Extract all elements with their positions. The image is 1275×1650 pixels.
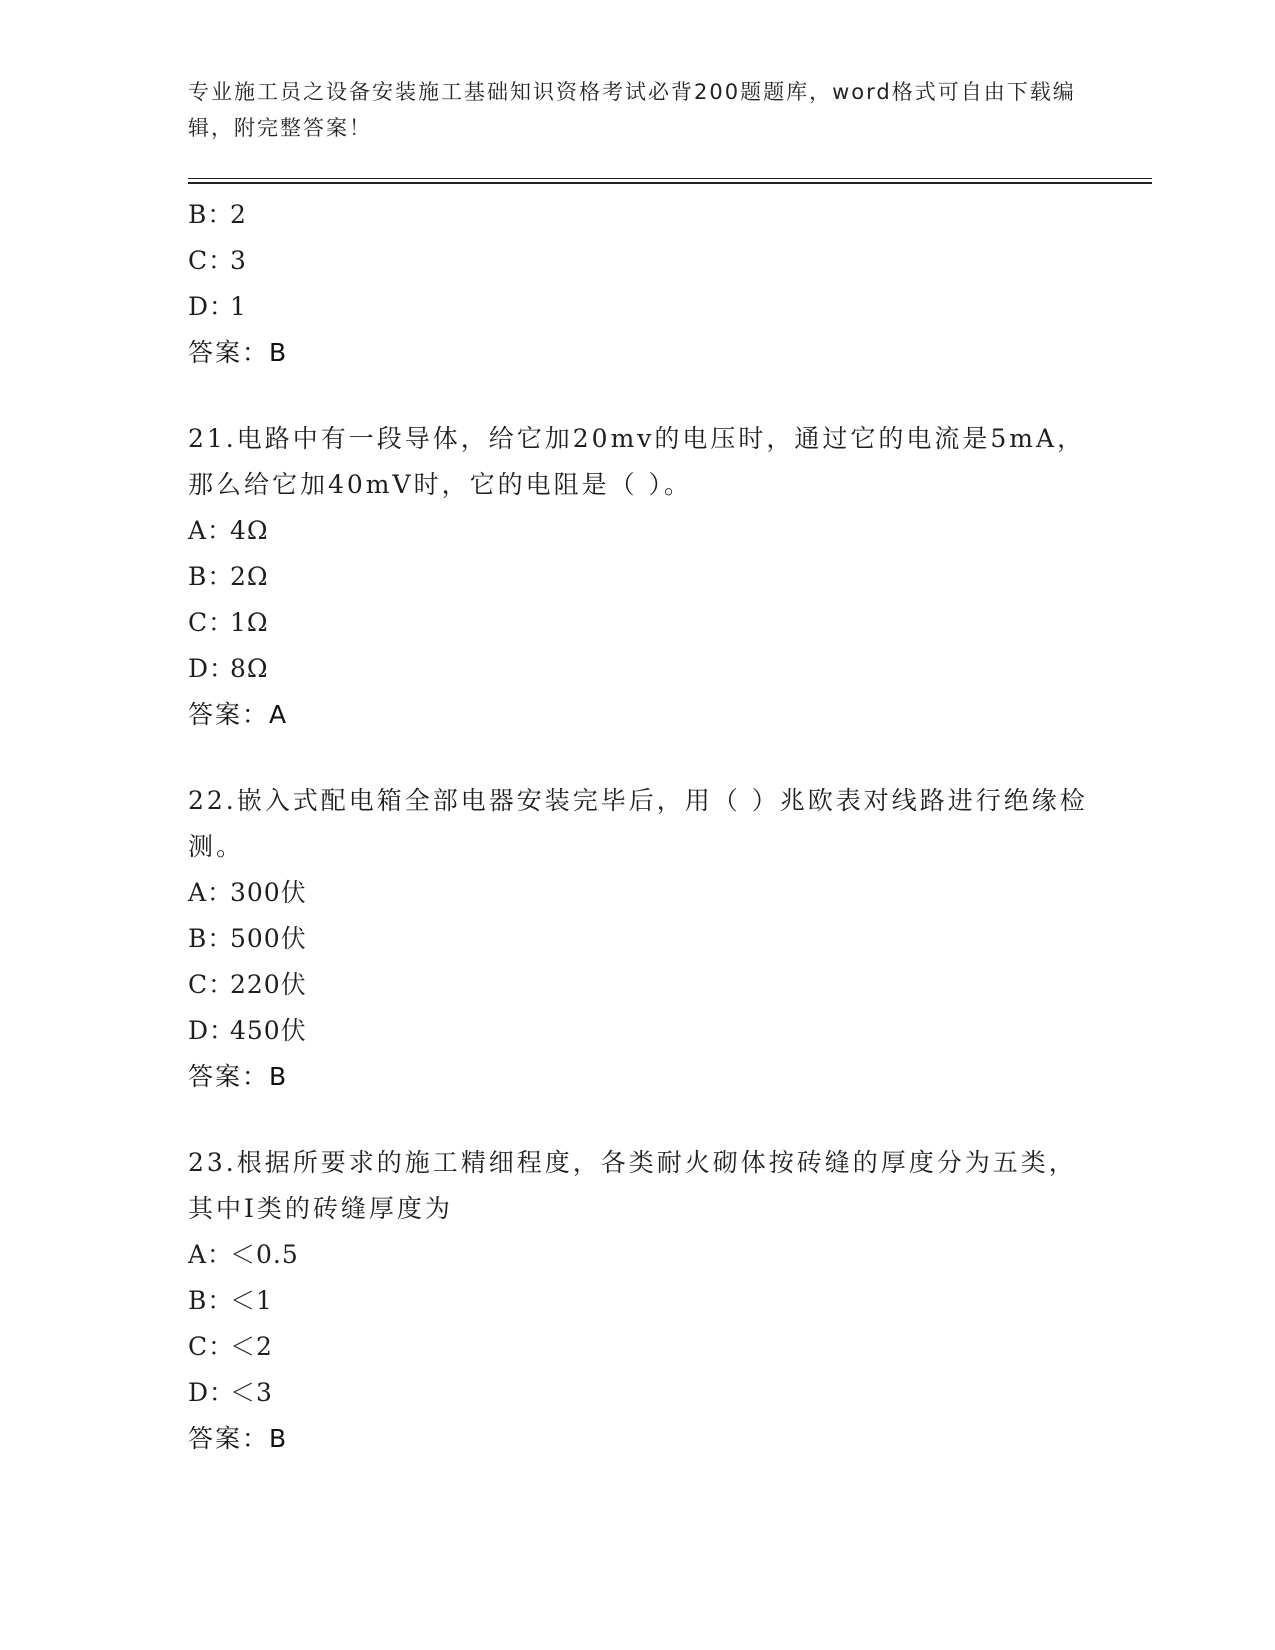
option-item — [188, 600, 1088, 646]
option-value: 1 — [230, 292, 247, 321]
option-label: B： — [188, 924, 234, 953]
header-divider-thin — [188, 178, 1152, 179]
option-item — [188, 1324, 1088, 1370]
option-item — [188, 916, 1088, 962]
option-value: 4Ω — [230, 516, 269, 545]
option-value: ＜2 — [230, 1332, 273, 1361]
option-value: ＜0.5 — [230, 1240, 299, 1269]
question-block — [188, 778, 1088, 1100]
option-label: C： — [188, 246, 235, 275]
option-value: 220伏 — [230, 970, 307, 999]
question-text: 21.电路中有一段导体，给它加20mv的电压时，通过它的电流是5mA，那么给它加40mV时，它的电阻是（ ）。 — [188, 424, 1086, 499]
option-value: 3 — [230, 246, 247, 275]
option-item — [188, 870, 1088, 916]
option-label: D： — [188, 292, 236, 321]
carryover-block — [188, 192, 1088, 376]
option-value: 450伏 — [230, 1016, 307, 1045]
question-list — [188, 192, 1088, 1462]
option-item — [188, 646, 1088, 692]
option-item — [188, 1370, 1088, 1416]
option-item — [188, 284, 1088, 330]
header-divider-thick — [188, 182, 1152, 184]
option-label: A： — [188, 878, 234, 907]
option-value: ＜3 — [230, 1378, 273, 1407]
option-item — [188, 1008, 1088, 1054]
option-value: 8Ω — [230, 654, 269, 683]
answer-line: 答案：A — [188, 700, 289, 729]
option-label: A： — [188, 1240, 234, 1269]
option-item — [188, 554, 1088, 600]
option-label: A： — [188, 516, 234, 545]
page-header: 专业施工员之设备安装施工基础知识资格考试必背200题题库，word格式可自由下载编辑，附完整答案！ — [188, 80, 1076, 140]
option-value: 2 — [230, 200, 247, 229]
option-label: D： — [188, 654, 236, 683]
option-value: 500伏 — [230, 924, 307, 953]
option-value: ＜1 — [230, 1286, 273, 1315]
option-label: C： — [188, 1332, 235, 1361]
option-item — [188, 192, 1088, 238]
option-value: 1Ω — [230, 608, 269, 637]
option-value: 2Ω — [230, 562, 269, 591]
option-value: 300伏 — [230, 878, 307, 907]
answer-line: 答案：B — [188, 1062, 289, 1091]
answer-line: 答案：B — [188, 1424, 289, 1453]
option-item — [188, 1278, 1088, 1324]
option-label: D： — [188, 1016, 236, 1045]
option-item — [188, 238, 1088, 284]
option-label: D： — [188, 1378, 236, 1407]
question-text: 22.嵌入式配电箱全部电器安装完毕后，用（ ）兆欧表对线路进行绝缘检测。 — [188, 786, 1088, 861]
question-text: 23.根据所要求的施工精细程度，各类耐火砌体按砖缝的厚度分为五类，其中Ⅰ类的砖缝厚度为 — [188, 1148, 1077, 1223]
question-block — [188, 416, 1088, 738]
option-item — [188, 508, 1088, 554]
option-item — [188, 962, 1088, 1008]
option-label: B： — [188, 200, 234, 229]
option-label: B： — [188, 562, 234, 591]
question-block — [188, 1140, 1088, 1462]
option-label: C： — [188, 608, 235, 637]
option-item — [188, 1232, 1088, 1278]
option-label: C： — [188, 970, 235, 999]
answer-line: 答案：B — [188, 338, 289, 367]
option-label: B： — [188, 1286, 234, 1315]
